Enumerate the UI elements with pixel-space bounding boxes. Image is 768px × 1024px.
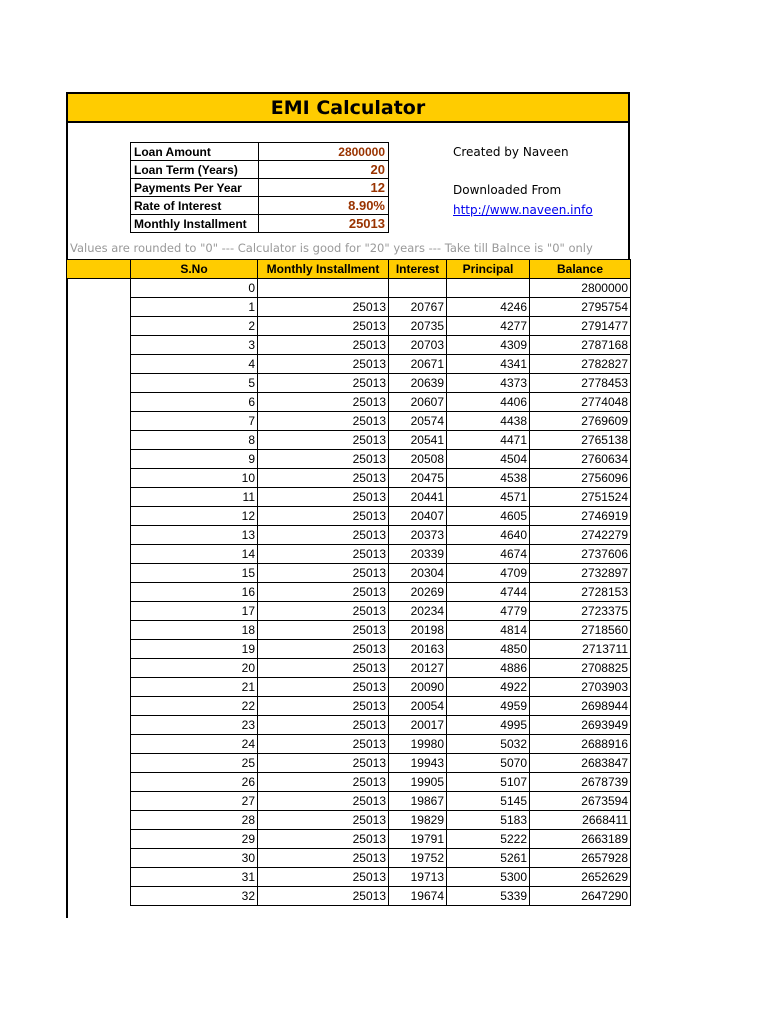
interest-cell[interactable]: 20339	[389, 545, 447, 564]
row-gutter	[67, 545, 131, 564]
sno-cell[interactable]: 21	[131, 678, 258, 697]
installment-cell[interactable]: 25013	[258, 583, 389, 602]
table-row	[67, 583, 631, 602]
row-gutter	[67, 697, 131, 716]
row-gutter	[67, 564, 131, 583]
installment-cell[interactable]: 25013	[258, 393, 389, 412]
installment-cell[interactable]: 25013	[258, 659, 389, 678]
table-row	[67, 678, 631, 697]
installment-cell[interactable]: 25013	[258, 317, 389, 336]
balance-cell[interactable]: 2708825	[530, 659, 631, 678]
page-title: EMI Calculator	[66, 92, 630, 123]
principal-cell[interactable]: 4605	[447, 507, 530, 526]
sno-cell[interactable]: 31	[131, 868, 258, 887]
sno-cell[interactable]: 10	[131, 469, 258, 488]
installment-cell[interactable]: 25013	[258, 773, 389, 792]
interest-cell[interactable]: 19980	[389, 735, 447, 754]
interest-cell[interactable]: 20441	[389, 488, 447, 507]
balance-cell[interactable]: 2737606	[530, 545, 631, 564]
balance-cell[interactable]: 2774048	[530, 393, 631, 412]
table-row	[67, 792, 631, 811]
sno-cell[interactable]: 15	[131, 564, 258, 583]
table-row	[67, 602, 631, 621]
balance-cell[interactable]: 2688916	[530, 735, 631, 754]
principal-cell[interactable]: 5107	[447, 773, 530, 792]
table-row	[67, 735, 631, 754]
interest-cell[interactable]: 19713	[389, 868, 447, 887]
installment-cell[interactable]: 25013	[258, 811, 389, 830]
sno-cell[interactable]: 18	[131, 621, 258, 640]
table-header-row	[67, 260, 631, 279]
sno-cell[interactable]: 25	[131, 754, 258, 773]
sno-cell[interactable]: 22	[131, 697, 258, 716]
installment-cell[interactable]: 25013	[258, 697, 389, 716]
installment-cell[interactable]: 25013	[258, 545, 389, 564]
installment-cell[interactable]: 25013	[258, 450, 389, 469]
table-row	[67, 773, 631, 792]
table-row	[67, 887, 631, 906]
principal-cell[interactable]: 5261	[447, 849, 530, 868]
principal-cell[interactable]: 4341	[447, 355, 530, 374]
balance-cell[interactable]: 2787168	[530, 336, 631, 355]
installment-cell[interactable]: 25013	[258, 830, 389, 849]
table-row	[67, 526, 631, 545]
principal-cell[interactable]: 4959	[447, 697, 530, 716]
table-row	[67, 431, 631, 450]
interest-cell[interactable]: 20090	[389, 678, 447, 697]
sno-cell[interactable]: 2	[131, 317, 258, 336]
table-row	[67, 868, 631, 887]
sno-cell[interactable]: 0	[131, 279, 258, 298]
interest-cell[interactable]: 19943	[389, 754, 447, 773]
interest-cell[interactable]: 20671	[389, 355, 447, 374]
table-row	[67, 811, 631, 830]
table-row	[67, 830, 631, 849]
sno-cell[interactable]: 17	[131, 602, 258, 621]
balance-cell[interactable]: 2698944	[530, 697, 631, 716]
balance-cell[interactable]: 2728153	[530, 583, 631, 602]
table-row	[67, 355, 631, 374]
table-row	[67, 697, 631, 716]
interest-cell[interactable]: 20407	[389, 507, 447, 526]
installment-cell[interactable]: 25013	[258, 412, 389, 431]
sno-cell[interactable]: 16	[131, 583, 258, 602]
sno-cell[interactable]: 12	[131, 507, 258, 526]
balance-cell[interactable]: 2760634	[530, 450, 631, 469]
balance-cell[interactable]: 2765138	[530, 431, 631, 450]
row-gutter	[67, 754, 131, 773]
downloaded-from-text: Downloaded From	[453, 183, 562, 197]
param-label: Payments Per Year	[131, 179, 259, 197]
balance-cell[interactable]: 2800000	[530, 279, 631, 298]
param-label: Loan Amount	[131, 143, 259, 161]
installment-cell[interactable]: 25013	[258, 431, 389, 450]
principal-cell[interactable]	[447, 279, 530, 298]
installment-cell[interactable]: 25013	[258, 849, 389, 868]
sno-cell[interactable]: 28	[131, 811, 258, 830]
row-gutter	[67, 374, 131, 393]
balance-cell[interactable]: 2657928	[530, 849, 631, 868]
header-balance: Balance	[530, 260, 631, 279]
interest-cell[interactable]: 20269	[389, 583, 447, 602]
param-label: Loan Term (Years)	[131, 161, 259, 179]
header-blank	[67, 260, 131, 279]
row-gutter	[67, 830, 131, 849]
sno-cell[interactable]: 7	[131, 412, 258, 431]
installment-cell[interactable]: 25013	[258, 488, 389, 507]
loan-parameters-table	[130, 142, 389, 233]
table-row	[67, 298, 631, 317]
table-row	[67, 545, 631, 564]
row-gutter	[67, 849, 131, 868]
row-gutter	[67, 507, 131, 526]
principal-cell[interactable]: 4640	[447, 526, 530, 545]
table-row	[67, 716, 631, 735]
created-by-text: Created by Naveen	[453, 145, 569, 159]
table-row	[67, 336, 631, 355]
principal-cell[interactable]: 4814	[447, 621, 530, 640]
installment-cell[interactable]: 25013	[258, 754, 389, 773]
table-row	[67, 374, 631, 393]
interest-cell[interactable]: 20163	[389, 640, 447, 659]
principal-cell[interactable]: 5032	[447, 735, 530, 754]
row-gutter	[67, 355, 131, 374]
header-principal: Principal	[447, 260, 530, 279]
row-gutter	[67, 716, 131, 735]
interest-cell[interactable]: 20735	[389, 317, 447, 336]
sno-cell[interactable]: 26	[131, 773, 258, 792]
principal-cell[interactable]: 5300	[447, 868, 530, 887]
installment-cell[interactable]: 25013	[258, 716, 389, 735]
balance-cell[interactable]: 2732897	[530, 564, 631, 583]
amortization-table	[66, 259, 631, 906]
table-row	[67, 640, 631, 659]
row-gutter	[67, 887, 131, 906]
balance-cell[interactable]: 2751524	[530, 488, 631, 507]
balance-cell[interactable]: 2678739	[530, 773, 631, 792]
sno-cell[interactable]: 32	[131, 887, 258, 906]
principal-cell[interactable]: 5070	[447, 754, 530, 773]
sno-cell[interactable]: 20	[131, 659, 258, 678]
row-gutter	[67, 811, 131, 830]
sno-cell[interactable]: 9	[131, 450, 258, 469]
balance-cell[interactable]: 2693949	[530, 716, 631, 735]
row-gutter	[67, 792, 131, 811]
principal-cell[interactable]: 5339	[447, 887, 530, 906]
param-row	[131, 215, 389, 233]
installment-cell[interactable]: 25013	[258, 526, 389, 545]
row-gutter	[67, 317, 131, 336]
sno-cell[interactable]: 14	[131, 545, 258, 564]
sno-cell[interactable]: 1	[131, 298, 258, 317]
sno-cell[interactable]: 8	[131, 431, 258, 450]
row-gutter	[67, 450, 131, 469]
principal-cell[interactable]: 4571	[447, 488, 530, 507]
principal-cell[interactable]: 4922	[447, 678, 530, 697]
principal-cell[interactable]: 4246	[447, 298, 530, 317]
balance-cell[interactable]: 2756096	[530, 469, 631, 488]
row-gutter	[67, 678, 131, 697]
row-gutter	[67, 659, 131, 678]
principal-cell[interactable]: 5183	[447, 811, 530, 830]
table-row	[67, 317, 631, 336]
balance-cell[interactable]: 2652629	[530, 868, 631, 887]
installment-cell[interactable]: 25013	[258, 374, 389, 393]
installment-cell[interactable]	[258, 279, 389, 298]
balance-cell[interactable]: 2746919	[530, 507, 631, 526]
interest-cell[interactable]: 19674	[389, 887, 447, 906]
installment-cell[interactable]: 25013	[258, 621, 389, 640]
balance-cell[interactable]: 2647290	[530, 887, 631, 906]
table-row	[67, 279, 631, 298]
table-row	[67, 659, 631, 678]
sno-cell[interactable]: 30	[131, 849, 258, 868]
table-row	[67, 564, 631, 583]
principal-cell[interactable]: 4471	[447, 431, 530, 450]
interest-cell[interactable]: 20639	[389, 374, 447, 393]
balance-cell[interactable]: 2718560	[530, 621, 631, 640]
interest-cell[interactable]: 20127	[389, 659, 447, 678]
principal-cell[interactable]: 4277	[447, 317, 530, 336]
balance-cell[interactable]: 2791477	[530, 317, 631, 336]
principal-cell[interactable]: 4373	[447, 374, 530, 393]
principal-cell[interactable]: 4709	[447, 564, 530, 583]
installment-cell[interactable]: 25013	[258, 868, 389, 887]
principal-cell[interactable]: 4995	[447, 716, 530, 735]
row-gutter	[67, 621, 131, 640]
principal-cell[interactable]: 4538	[447, 469, 530, 488]
sno-cell[interactable]: 3	[131, 336, 258, 355]
installment-cell[interactable]: 25013	[258, 355, 389, 374]
interest-cell[interactable]: 19867	[389, 792, 447, 811]
param-label: Monthly Installment	[131, 215, 259, 233]
balance-cell[interactable]: 2683847	[530, 754, 631, 773]
interest-cell[interactable]: 20607	[389, 393, 447, 412]
table-row	[67, 412, 631, 431]
interest-cell[interactable]: 20198	[389, 621, 447, 640]
sno-cell[interactable]: 4	[131, 355, 258, 374]
table-row	[67, 488, 631, 507]
balance-cell[interactable]: 2769609	[530, 412, 631, 431]
interest-cell[interactable]: 20304	[389, 564, 447, 583]
principal-cell[interactable]: 4674	[447, 545, 530, 564]
row-gutter	[67, 469, 131, 488]
interest-cell[interactable]: 20541	[389, 431, 447, 450]
row-gutter	[67, 488, 131, 507]
row-gutter	[67, 602, 131, 621]
interest-cell[interactable]: 20703	[389, 336, 447, 355]
balance-cell[interactable]: 2663189	[530, 830, 631, 849]
interest-cell[interactable]: 20017	[389, 716, 447, 735]
header-monthly-installment: Monthly Installment	[258, 260, 389, 279]
principal-cell[interactable]: 4309	[447, 336, 530, 355]
balance-cell[interactable]: 2673594	[530, 792, 631, 811]
param-value-loan-term[interactable]: 20	[259, 161, 389, 179]
interest-cell[interactable]: 20508	[389, 450, 447, 469]
param-value-loan-amount[interactable]: 2800000	[259, 143, 389, 161]
balance-cell[interactable]: 2713711	[530, 640, 631, 659]
principal-cell[interactable]: 4744	[447, 583, 530, 602]
table-row	[67, 507, 631, 526]
row-gutter	[67, 735, 131, 754]
interest-cell[interactable]: 20574	[389, 412, 447, 431]
principal-cell[interactable]: 4406	[447, 393, 530, 412]
table-row	[67, 849, 631, 868]
principal-cell[interactable]: 4438	[447, 412, 530, 431]
balance-cell[interactable]: 2778453	[530, 374, 631, 393]
param-value-rate-of-interest[interactable]: 8.90%	[259, 197, 389, 215]
interest-cell[interactable]: 19905	[389, 773, 447, 792]
installment-cell[interactable]: 25013	[258, 887, 389, 906]
installment-cell[interactable]: 25013	[258, 507, 389, 526]
installment-cell[interactable]: 25013	[258, 640, 389, 659]
table-row	[67, 621, 631, 640]
balance-cell[interactable]: 2668411	[530, 811, 631, 830]
balance-cell[interactable]: 2742279	[530, 526, 631, 545]
param-row	[131, 143, 389, 161]
row-gutter	[67, 279, 131, 298]
balance-cell[interactable]: 2703903	[530, 678, 631, 697]
principal-cell[interactable]: 4886	[447, 659, 530, 678]
row-gutter	[67, 393, 131, 412]
sheet-border-right	[628, 123, 630, 263]
header-interest: Interest	[389, 260, 447, 279]
principal-cell[interactable]: 5222	[447, 830, 530, 849]
row-gutter	[67, 412, 131, 431]
param-value-monthly-installment: 25013	[259, 215, 389, 233]
sno-cell[interactable]: 13	[131, 526, 258, 545]
installment-cell[interactable]: 25013	[258, 564, 389, 583]
interest-cell[interactable]	[389, 279, 447, 298]
principal-cell[interactable]: 4850	[447, 640, 530, 659]
installment-cell[interactable]: 25013	[258, 469, 389, 488]
rounding-note: Values are rounded to "0" --- Calculator is good for "20" years --- Take till Balnce is "0" only	[70, 241, 593, 255]
param-row	[131, 161, 389, 179]
installment-cell[interactable]: 25013	[258, 792, 389, 811]
interest-cell[interactable]: 20373	[389, 526, 447, 545]
table-row	[67, 393, 631, 412]
row-gutter	[67, 583, 131, 602]
interest-cell[interactable]: 20054	[389, 697, 447, 716]
sno-cell[interactable]: 6	[131, 393, 258, 412]
interest-cell[interactable]: 20475	[389, 469, 447, 488]
row-gutter	[67, 868, 131, 887]
table-row	[67, 469, 631, 488]
schedule-body	[67, 279, 631, 906]
installment-cell[interactable]: 25013	[258, 336, 389, 355]
header-sno: S.No	[131, 260, 258, 279]
row-gutter	[67, 336, 131, 355]
param-row	[131, 179, 389, 197]
interest-cell[interactable]: 20767	[389, 298, 447, 317]
sno-cell[interactable]: 27	[131, 792, 258, 811]
balance-cell[interactable]: 2795754	[530, 298, 631, 317]
param-value-payments-per-year[interactable]: 12	[259, 179, 389, 197]
balance-cell[interactable]: 2782827	[530, 355, 631, 374]
installment-cell[interactable]: 25013	[258, 735, 389, 754]
interest-cell[interactable]: 19752	[389, 849, 447, 868]
interest-cell[interactable]: 19791	[389, 830, 447, 849]
row-gutter	[67, 526, 131, 545]
row-gutter	[67, 298, 131, 317]
sno-cell[interactable]: 23	[131, 716, 258, 735]
source-link[interactable]: http://www.naveen.info	[453, 203, 593, 217]
principal-cell[interactable]: 5145	[447, 792, 530, 811]
param-row	[131, 197, 389, 215]
sno-cell[interactable]: 29	[131, 830, 258, 849]
row-gutter	[67, 431, 131, 450]
sno-cell[interactable]: 24	[131, 735, 258, 754]
balance-cell[interactable]: 2723375	[530, 602, 631, 621]
principal-cell[interactable]: 4504	[447, 450, 530, 469]
installment-cell[interactable]: 25013	[258, 298, 389, 317]
sno-cell[interactable]: 5	[131, 374, 258, 393]
row-gutter	[67, 773, 131, 792]
sno-cell[interactable]: 19	[131, 640, 258, 659]
interest-cell[interactable]: 20234	[389, 602, 447, 621]
table-row	[67, 450, 631, 469]
sno-cell[interactable]: 11	[131, 488, 258, 507]
param-label: Rate of Interest	[131, 197, 259, 215]
row-gutter	[67, 640, 131, 659]
installment-cell[interactable]: 25013	[258, 602, 389, 621]
installment-cell[interactable]: 25013	[258, 678, 389, 697]
table-row	[67, 754, 631, 773]
principal-cell[interactable]: 4779	[447, 602, 530, 621]
interest-cell[interactable]: 19829	[389, 811, 447, 830]
